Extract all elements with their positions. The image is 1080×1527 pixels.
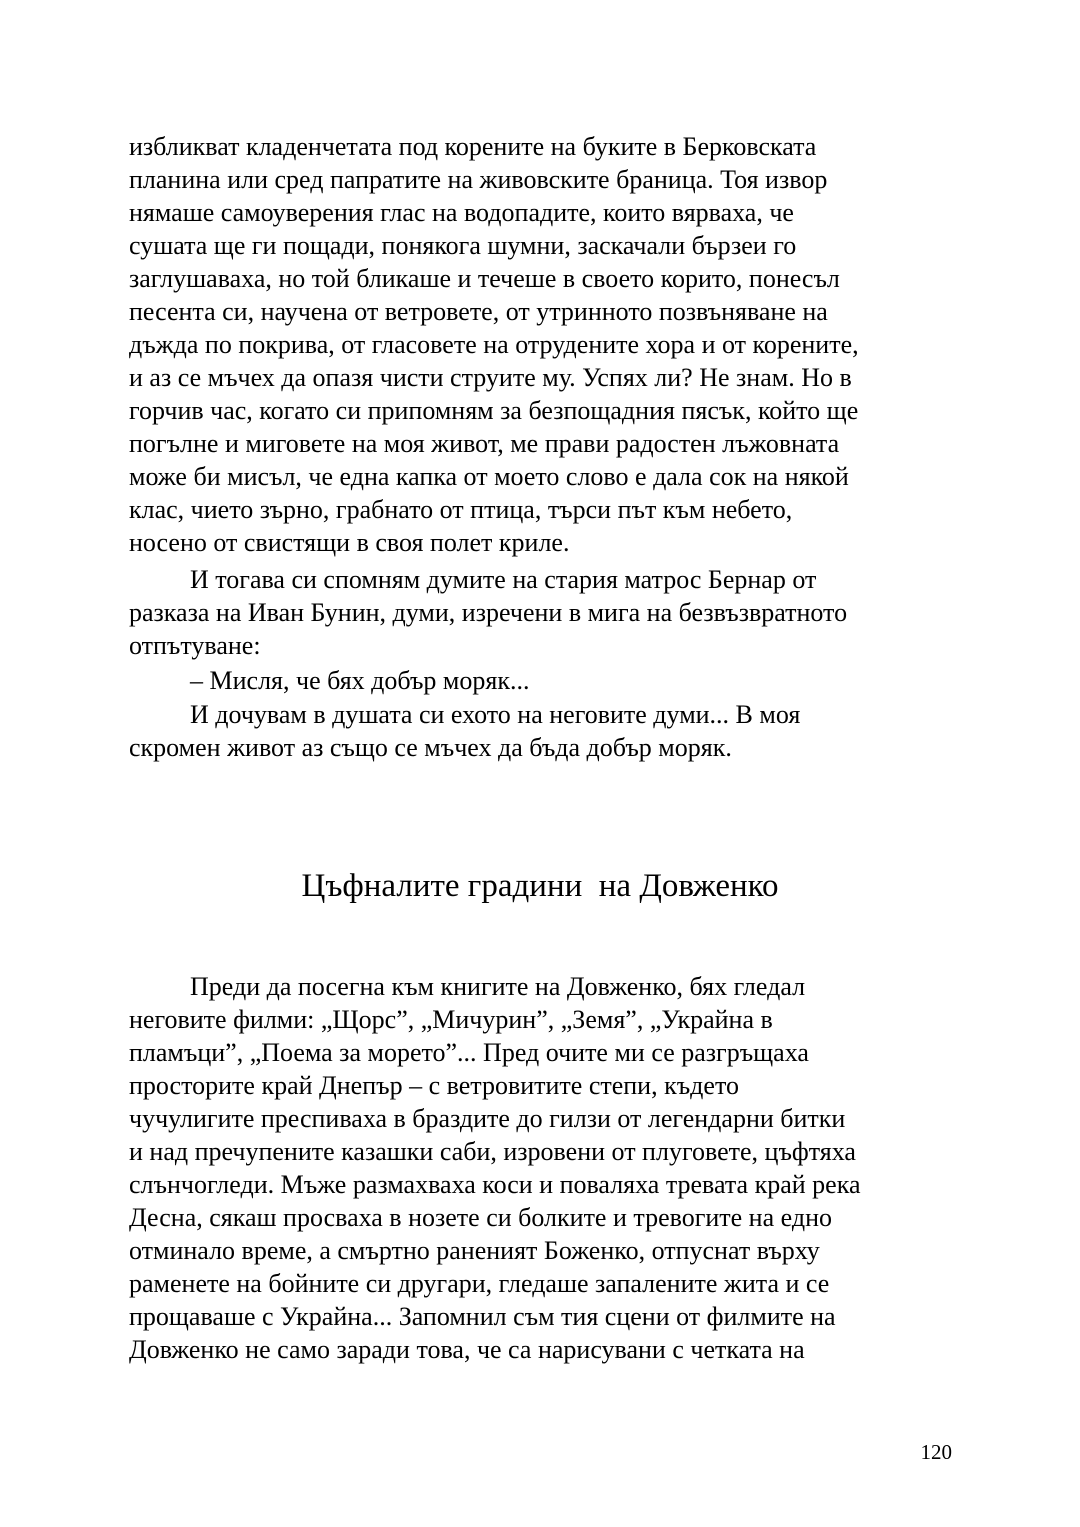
text-line: отминало време, а смъртно раненият Боженко, отпуснат върху <box>129 1236 820 1265</box>
text-line: Десна, сякаш просваха в нозете си болките и тревогите на едно <box>129 1203 832 1232</box>
text-line: избликват кладенчетата под корените на буките в Берковската <box>129 132 817 161</box>
text-line: пламъци”, „Поема за морето”... Пред очите ми се разгръщаха <box>129 1038 809 1067</box>
text-line: дъжда по покрива, от гласовете на отрудените хора и от корените, <box>129 330 859 359</box>
text-line: просторите край Днепър – с ветровитите степи, където <box>129 1071 739 1100</box>
text-line: заглушаваха, но той бликаше и течеше в своето корито, понесъл <box>129 264 840 293</box>
text-line: чучулигите преспиваха в браздите до гилзи от легендарни битки <box>129 1104 846 1133</box>
text-line: Довженко не само заради това, че са нарисувани с четката на <box>129 1335 805 1364</box>
text-line: И дочувам в душата си ехото на неговите думи... В моя <box>190 700 801 729</box>
text-line: песента си, научена от ветровете, от утринното позвъняване на <box>129 297 828 326</box>
text-line: носено от свистящи в своя полет криле. <box>129 528 570 557</box>
text-line: неговите филми: „Щорс”, „Мичурин”, „Земя”, „Украйна в <box>129 1005 773 1034</box>
text-line: и над пречупените казашки саби, изровени от плуговете, цъфтяха <box>129 1137 856 1166</box>
text-line: и аз се мъчех да опазя чисти струите му. Успях ли? Не знам. Но в <box>129 363 852 392</box>
text-line: планина или сред папратите на живовските браница. Тоя извор <box>129 165 828 194</box>
chapter-heading: Цъфналите градини на Довженко <box>301 868 779 904</box>
text-line: прощаваше с Украйна... Запомнил съм тия сцени от филмите на <box>129 1302 836 1331</box>
text-line: клас, чието зърно, грабнато от птица, търси път към небето, <box>129 495 793 524</box>
text-line: отпътуване: <box>129 631 261 660</box>
text-line: И тогава си спомням думите на стария матрос Бернар от <box>190 565 817 594</box>
text-line: скромен живот аз също се мъчех да бъда добър моряк. <box>129 733 732 762</box>
text-line: разказа на Иван Бунин, думи, изречени в мига на безвъзвратното <box>129 598 848 627</box>
text-line: Преди да посегна към книгите на Довженко, бях гледал <box>190 972 806 1001</box>
text-line: нямаше самоуверения глас на водопадите, които вярваха, че <box>129 198 794 227</box>
text-line: погълне и миговете на моя живот, ме прави радостен лъжовната <box>129 429 840 458</box>
text-line: слънчогледи. Мъже размахваха коси и поваляха тревата край река <box>129 1170 861 1199</box>
quote-line: – Мисля, че бях добър моряк... <box>190 666 530 695</box>
page-number: 120 <box>920 1440 952 1464</box>
text-line: раменете на бойните си другари, гледаше запалените жита и се <box>129 1269 830 1298</box>
text-line: сушата ще ги пощади, понякога шумни, заскачали бързеи го <box>129 231 797 260</box>
text-line: може би мисъл, че една капка от моето слово е дала сок на някой <box>129 462 849 491</box>
text-line: горчив час, когато си припомням за безпощадния пясък, който ще <box>129 396 859 425</box>
